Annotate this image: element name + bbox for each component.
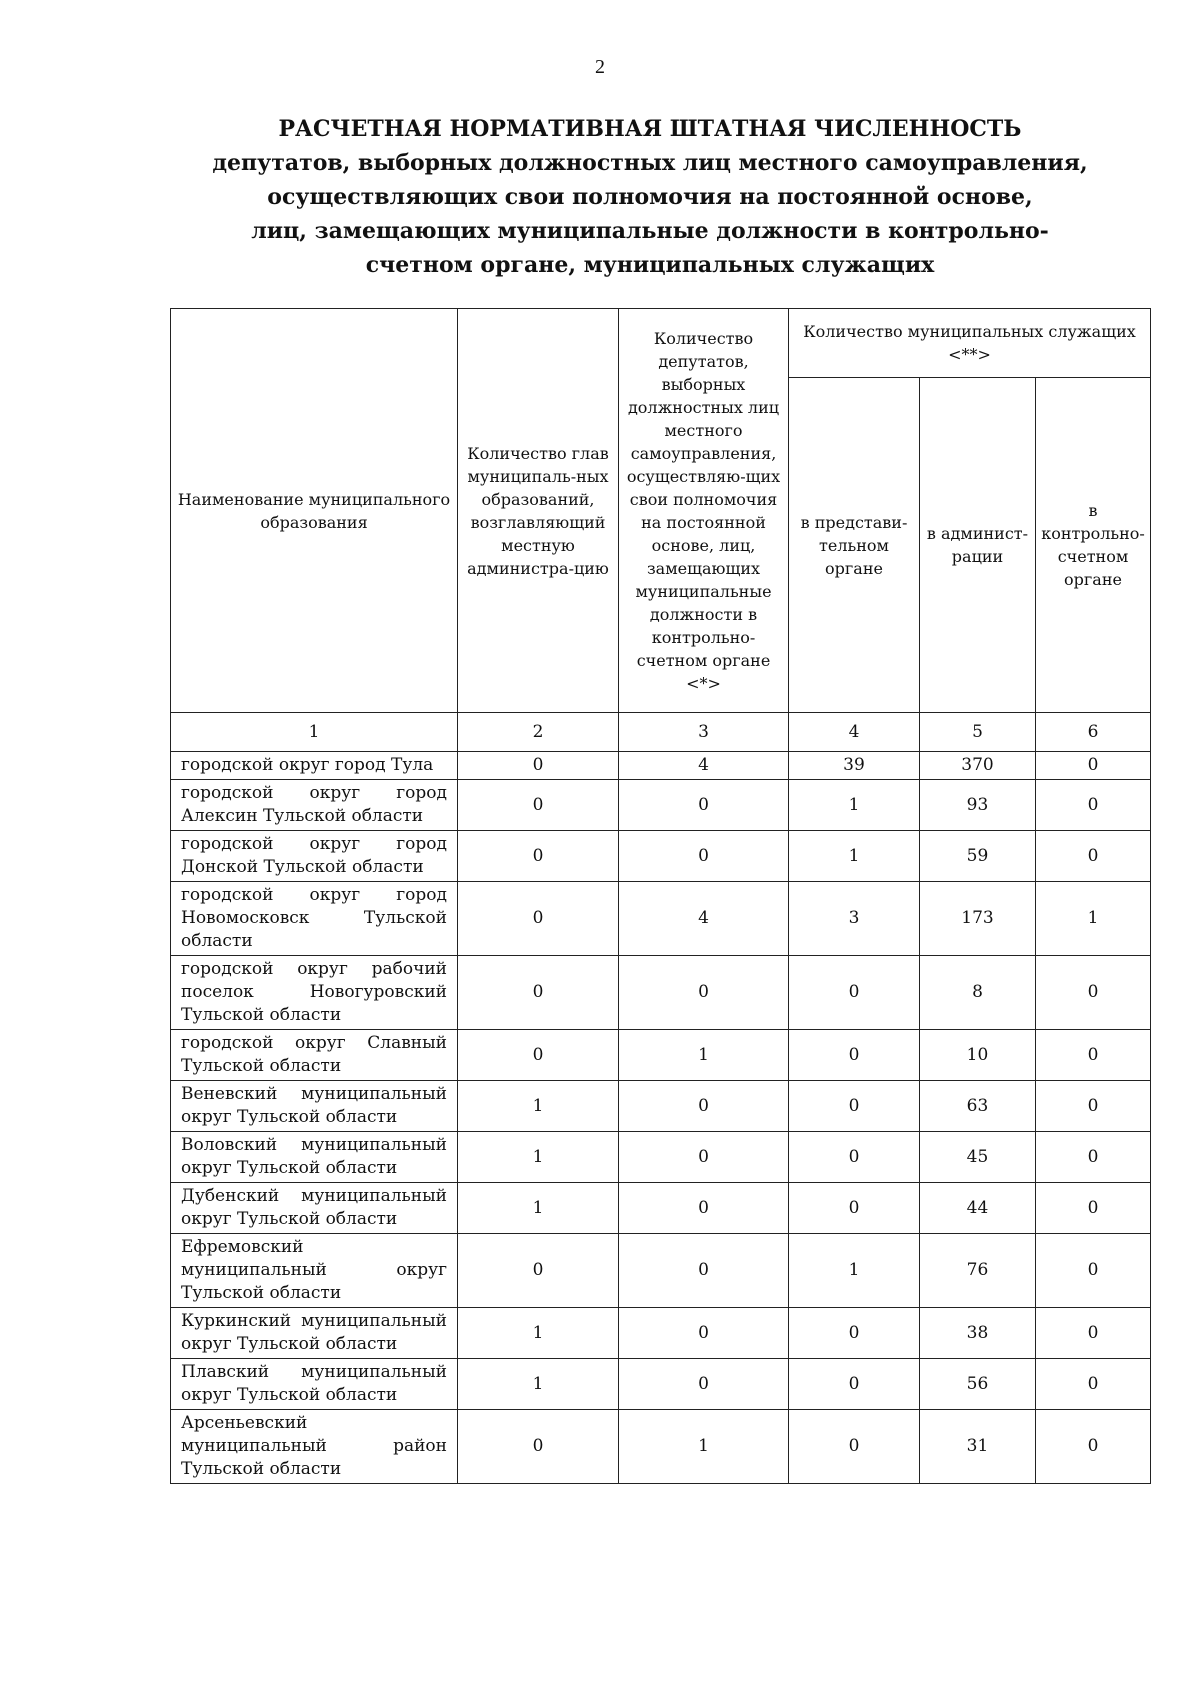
representative-body-cell: 0 [789, 1030, 920, 1081]
column-number: 5 [920, 713, 1036, 752]
table-row [171, 1030, 1151, 1081]
title-line-2: депутатов, выборных должностных лиц местного самоуправления, [212, 150, 1088, 176]
administration-cell: 31 [920, 1410, 1036, 1484]
audit-body-cell: 0 [1036, 780, 1151, 831]
representative-body-cell: 39 [789, 752, 920, 780]
table-row [171, 1234, 1151, 1308]
deputies-count-cell: 0 [619, 956, 789, 1030]
header-administration: в админист-рации [920, 378, 1036, 713]
column-numbers-row [171, 713, 1151, 752]
title-line-3: осуществляющих свои полномочия на постоянной основе, [267, 184, 1033, 210]
municipality-name-cell: Ефремовский муниципальный округ Тульской области [171, 1234, 458, 1308]
administration-cell: 8 [920, 956, 1036, 1030]
heads-count-cell: 1 [458, 1132, 619, 1183]
municipality-name-cell: Плавский муниципальный округ Тульской области [171, 1359, 458, 1410]
municipality-name-cell: городской округ рабочий поселок Новогуровский Тульской области [171, 956, 458, 1030]
administration-cell: 63 [920, 1081, 1036, 1132]
representative-body-cell: 0 [789, 1308, 920, 1359]
heads-count-cell: 0 [458, 1410, 619, 1484]
header-deputies-count: Количество депутатов, выборных должностных лиц местного самоуправления, осуществляю-щих свои полномочия на постоянной основе, лиц, замещающих муниципальные должности в контрольно-счетном органе <*> [619, 309, 789, 713]
table-row [171, 1308, 1151, 1359]
deputies-count-cell: 0 [619, 1081, 789, 1132]
deputies-count-cell: 0 [619, 1359, 789, 1410]
administration-cell: 10 [920, 1030, 1036, 1081]
deputies-count-cell: 0 [619, 1132, 789, 1183]
municipality-name-cell: Воловский муниципальный округ Тульской области [171, 1132, 458, 1183]
deputies-count-cell: 4 [619, 882, 789, 956]
heads-count-cell: 1 [458, 1081, 619, 1132]
municipality-name-cell: Дубенский муниципальный округ Тульской области [171, 1183, 458, 1234]
administration-cell: 59 [920, 831, 1036, 882]
heads-count-cell: 0 [458, 1234, 619, 1308]
staffing-table [170, 308, 1151, 1484]
column-number: 1 [171, 713, 458, 752]
representative-body-cell: 0 [789, 1081, 920, 1132]
deputies-count-cell: 0 [619, 1308, 789, 1359]
table-row [171, 831, 1151, 882]
administration-cell: 44 [920, 1183, 1036, 1234]
heads-count-cell: 1 [458, 1308, 619, 1359]
table-row [171, 1183, 1151, 1234]
audit-body-cell: 0 [1036, 1132, 1151, 1183]
table-row [171, 1081, 1151, 1132]
table-row [171, 780, 1151, 831]
heads-count-cell: 1 [458, 1183, 619, 1234]
deputies-count-cell: 0 [619, 1234, 789, 1308]
administration-cell: 56 [920, 1359, 1036, 1410]
administration-cell: 370 [920, 752, 1036, 780]
header-civil-servants-group: Количество муниципальных служащих <**> [789, 309, 1151, 378]
representative-body-cell: 0 [789, 956, 920, 1030]
municipality-name-cell: Арсеньевский муниципальный район Тульской области [171, 1410, 458, 1484]
representative-body-cell: 1 [789, 780, 920, 831]
representative-body-cell: 3 [789, 882, 920, 956]
title-line-1: РАСЧЕТНАЯ НОРМАТИВНАЯ ШТАТНАЯ ЧИСЛЕННОСТЬ [278, 116, 1022, 142]
audit-body-cell: 0 [1036, 1359, 1151, 1410]
municipality-name-cell: городской округ город Тула [171, 752, 458, 780]
representative-body-cell: 0 [789, 1132, 920, 1183]
administration-cell: 93 [920, 780, 1036, 831]
heads-count-cell: 0 [458, 752, 619, 780]
table-row [171, 1410, 1151, 1484]
heads-count-cell: 0 [458, 956, 619, 1030]
administration-cell: 76 [920, 1234, 1036, 1308]
audit-body-cell: 0 [1036, 1234, 1151, 1308]
deputies-count-cell: 1 [619, 1410, 789, 1484]
administration-cell: 173 [920, 882, 1036, 956]
deputies-count-cell: 1 [619, 1030, 789, 1081]
deputies-count-cell: 0 [619, 780, 789, 831]
column-number: 6 [1036, 713, 1151, 752]
administration-cell: 45 [920, 1132, 1036, 1183]
title-line-5: счетном органе, муниципальных служащих [365, 252, 935, 278]
header-heads-count: Количество глав муниципаль-ных образований, возглавляющий местную администра-цию [458, 309, 619, 713]
municipality-name-cell: городской округ город Донской Тульской области [171, 831, 458, 882]
table-row [171, 1359, 1151, 1410]
table-row [171, 956, 1151, 1030]
heads-count-cell: 1 [458, 1359, 619, 1410]
administration-cell: 38 [920, 1308, 1036, 1359]
column-number: 4 [789, 713, 920, 752]
audit-body-cell: 0 [1036, 1410, 1151, 1484]
representative-body-cell: 0 [789, 1183, 920, 1234]
heads-count-cell: 0 [458, 780, 619, 831]
deputies-count-cell: 0 [619, 1183, 789, 1234]
heads-count-cell: 0 [458, 1030, 619, 1081]
audit-body-cell: 0 [1036, 831, 1151, 882]
municipality-name-cell: городской округ Славный Тульской области [171, 1030, 458, 1081]
representative-body-cell: 0 [789, 1410, 920, 1484]
deputies-count-cell: 0 [619, 831, 789, 882]
header-municipality-name: Наименование муниципального образования [171, 309, 458, 713]
column-number: 2 [458, 713, 619, 752]
table-row [171, 882, 1151, 956]
representative-body-cell: 1 [789, 831, 920, 882]
representative-body-cell: 0 [789, 1359, 920, 1410]
audit-body-cell: 0 [1036, 1308, 1151, 1359]
municipality-name-cell: городской округ город Алексин Тульской области [171, 780, 458, 831]
audit-body-cell: 0 [1036, 752, 1151, 780]
document-title [200, 112, 1100, 282]
column-number: 3 [619, 713, 789, 752]
title-line-4: лиц, замещающих муниципальные должности в контрольно- [251, 218, 1049, 244]
header-audit-body: в контрольно-счетном органе [1036, 378, 1151, 713]
audit-body-cell: 1 [1036, 882, 1151, 956]
audit-body-cell: 0 [1036, 1030, 1151, 1081]
municipality-name-cell: Куркинский муниципальный округ Тульской области [171, 1308, 458, 1359]
representative-body-cell: 1 [789, 1234, 920, 1308]
table-row [171, 752, 1151, 780]
heads-count-cell: 0 [458, 882, 619, 956]
table-row [171, 1132, 1151, 1183]
municipality-name-cell: Веневский муниципальный округ Тульской области [171, 1081, 458, 1132]
audit-body-cell: 0 [1036, 1183, 1151, 1234]
page-number: 2 [595, 56, 605, 78]
heads-count-cell: 0 [458, 831, 619, 882]
municipality-name-cell: городской округ город Новомосковск Тульской области [171, 882, 458, 956]
audit-body-cell: 0 [1036, 1081, 1151, 1132]
header-representative-body: в представи-тельном органе [789, 378, 920, 713]
audit-body-cell: 0 [1036, 956, 1151, 1030]
deputies-count-cell: 4 [619, 752, 789, 780]
